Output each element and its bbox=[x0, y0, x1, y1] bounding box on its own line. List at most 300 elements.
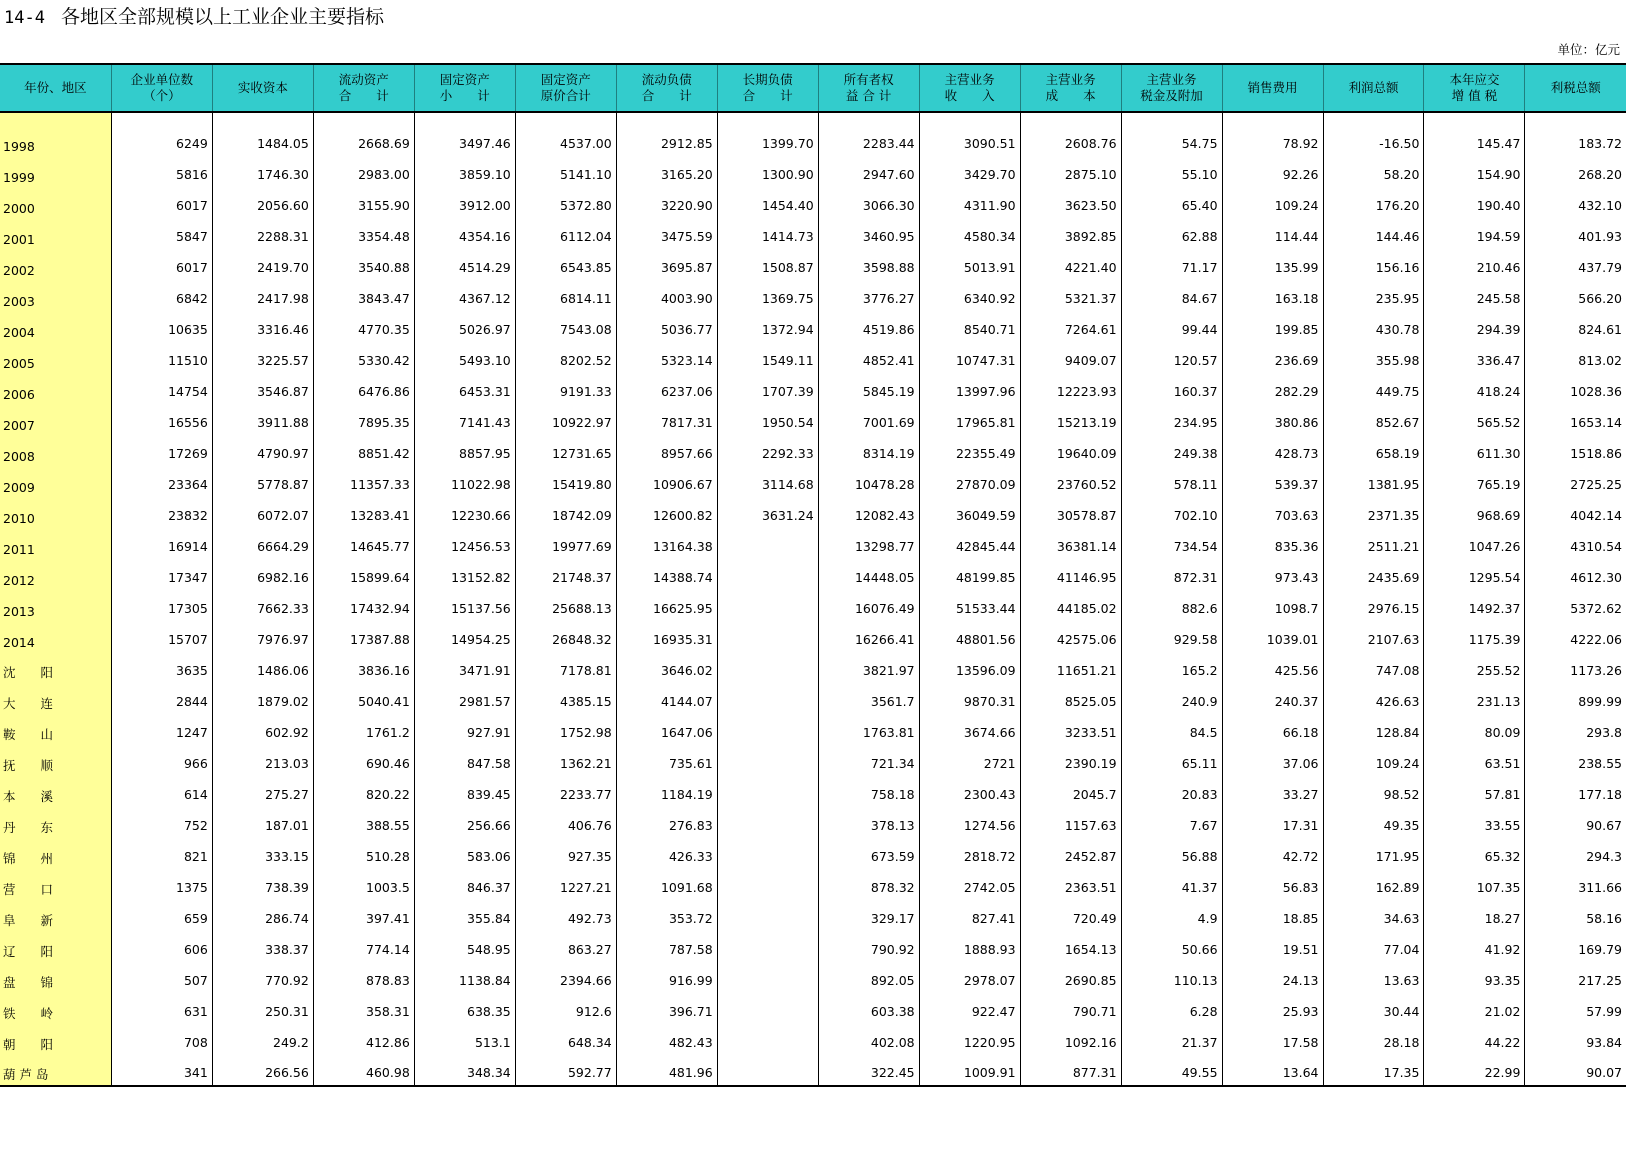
table-cell: 428.73 bbox=[1222, 435, 1323, 466]
table-cell: 62.88 bbox=[1121, 218, 1222, 249]
table-cell: 3220.90 bbox=[616, 187, 717, 218]
table-cell: 1518.86 bbox=[1525, 435, 1626, 466]
table-cell: 2818.72 bbox=[919, 838, 1020, 869]
table-cell: 30578.87 bbox=[1020, 497, 1121, 528]
table-cell: 790.71 bbox=[1020, 993, 1121, 1024]
table-cell: 28.18 bbox=[1323, 1024, 1424, 1055]
table-cell: 8857.95 bbox=[414, 435, 515, 466]
table-cell: 3165.20 bbox=[616, 156, 717, 187]
table-cell: 6476.86 bbox=[313, 373, 414, 404]
column-header-line: 小 计 bbox=[439, 88, 490, 103]
table-cell: 11510 bbox=[111, 342, 212, 373]
table-cell: 13.63 bbox=[1323, 962, 1424, 993]
table-cell: 7895.35 bbox=[313, 404, 414, 435]
table-cell: 2511.21 bbox=[1323, 528, 1424, 559]
table-cell: 1375 bbox=[111, 869, 212, 900]
table-cell: 752 bbox=[111, 807, 212, 838]
table-cell: 3859.10 bbox=[414, 156, 515, 187]
table-cell: 348.34 bbox=[414, 1055, 515, 1086]
table-cell: 6237.06 bbox=[616, 373, 717, 404]
table-cell: 2371.35 bbox=[1323, 497, 1424, 528]
column-header-line: 固定资产 bbox=[540, 72, 591, 87]
row-label: 本 溪 bbox=[0, 776, 111, 807]
column-header bbox=[1525, 64, 1626, 112]
table-cell: 1362.21 bbox=[515, 745, 616, 776]
column-header-line: 企业单位数 bbox=[130, 72, 194, 87]
table-cell: 3460.95 bbox=[818, 218, 919, 249]
table-cell: 16935.31 bbox=[616, 621, 717, 652]
table-cell: 7662.33 bbox=[212, 590, 313, 621]
table-cell: 6072.07 bbox=[212, 497, 313, 528]
row-label: 铁 岭 bbox=[0, 993, 111, 1024]
table-cell: 1707.39 bbox=[717, 373, 818, 404]
table-cell: 65.40 bbox=[1121, 187, 1222, 218]
table-cell: 22.99 bbox=[1424, 1055, 1525, 1086]
table-cell: 4852.41 bbox=[818, 342, 919, 373]
table-cell: 460.98 bbox=[313, 1055, 414, 1086]
table-row bbox=[0, 1055, 1626, 1086]
table-cell: 3066.30 bbox=[818, 187, 919, 218]
column-header bbox=[616, 64, 717, 112]
table-cell: 9191.33 bbox=[515, 373, 616, 404]
table-cell: 16266.41 bbox=[818, 621, 919, 652]
table-cell: 3674.66 bbox=[919, 714, 1020, 745]
table-cell: 4385.15 bbox=[515, 683, 616, 714]
table-cell bbox=[717, 993, 818, 1024]
table-row bbox=[0, 373, 1626, 404]
table-cell: 8525.05 bbox=[1020, 683, 1121, 714]
table-header-row bbox=[0, 64, 1626, 112]
table-cell: 1098.7 bbox=[1222, 590, 1323, 621]
table-cell: 12082.43 bbox=[818, 497, 919, 528]
table-cell: 1274.56 bbox=[919, 807, 1020, 838]
table-cell: 183.72 bbox=[1525, 112, 1626, 156]
table-cell: 23832 bbox=[111, 497, 212, 528]
table-cell: 2912.85 bbox=[616, 112, 717, 156]
table-cell: 765.19 bbox=[1424, 466, 1525, 497]
table-cell: 1508.87 bbox=[717, 249, 818, 280]
table-cell bbox=[717, 838, 818, 869]
table-cell: 217.25 bbox=[1525, 962, 1626, 993]
table-cell: 14954.25 bbox=[414, 621, 515, 652]
table-cell: 6017 bbox=[111, 187, 212, 218]
table-cell: 92.26 bbox=[1222, 156, 1323, 187]
table-cell: 6842 bbox=[111, 280, 212, 311]
table-cell: 2233.77 bbox=[515, 776, 616, 807]
column-header bbox=[1323, 64, 1424, 112]
table-cell: 1761.2 bbox=[313, 714, 414, 745]
table-cell: 23760.52 bbox=[1020, 466, 1121, 497]
table-cell: 1184.19 bbox=[616, 776, 717, 807]
table-row bbox=[0, 466, 1626, 497]
row-label: 2003 bbox=[0, 280, 111, 311]
table-cell: 99.44 bbox=[1121, 311, 1222, 342]
table-cell: 2608.76 bbox=[1020, 112, 1121, 156]
table-cell: 18.85 bbox=[1222, 900, 1323, 931]
table-cell: 770.92 bbox=[212, 962, 313, 993]
table-row bbox=[0, 249, 1626, 280]
table-cell bbox=[717, 621, 818, 652]
table-cell: 341 bbox=[111, 1055, 212, 1086]
table-row bbox=[0, 404, 1626, 435]
row-label: 葫 芦 岛 bbox=[0, 1055, 111, 1086]
column-header bbox=[1222, 64, 1323, 112]
table-cell: 1092.16 bbox=[1020, 1024, 1121, 1055]
row-label: 2009 bbox=[0, 466, 111, 497]
table-cell: 1227.21 bbox=[515, 869, 616, 900]
table-cell: 1247 bbox=[111, 714, 212, 745]
table-cell: 1653.14 bbox=[1525, 404, 1626, 435]
table-cell: 17.35 bbox=[1323, 1055, 1424, 1086]
table-cell: 2394.66 bbox=[515, 962, 616, 993]
table-cell: 22355.49 bbox=[919, 435, 1020, 466]
table-cell: 437.79 bbox=[1525, 249, 1626, 280]
table-cell: 1484.05 bbox=[212, 112, 313, 156]
table-cell: 7264.61 bbox=[1020, 311, 1121, 342]
table-cell: 5847 bbox=[111, 218, 212, 249]
table-cell: 48199.85 bbox=[919, 559, 1020, 590]
table-row bbox=[0, 900, 1626, 931]
table-cell: 1028.36 bbox=[1525, 373, 1626, 404]
table-cell: 98.52 bbox=[1323, 776, 1424, 807]
table-cell: 42.72 bbox=[1222, 838, 1323, 869]
row-label: 2001 bbox=[0, 218, 111, 249]
table-row bbox=[0, 869, 1626, 900]
table-cell: 430.78 bbox=[1323, 311, 1424, 342]
table-row bbox=[0, 435, 1626, 466]
table-cell: 4311.90 bbox=[919, 187, 1020, 218]
table-cell: 882.6 bbox=[1121, 590, 1222, 621]
column-header-line: 税金及附加 bbox=[1140, 88, 1203, 103]
table-cell: 3776.27 bbox=[818, 280, 919, 311]
table-cell: 703.63 bbox=[1222, 497, 1323, 528]
table-cell: 41.37 bbox=[1121, 869, 1222, 900]
table-cell: 14754 bbox=[111, 373, 212, 404]
table-cell: 19640.09 bbox=[1020, 435, 1121, 466]
table-cell: 50.66 bbox=[1121, 931, 1222, 962]
table-cell: 702.10 bbox=[1121, 497, 1222, 528]
table-cell: 3623.50 bbox=[1020, 187, 1121, 218]
table-cell: 2981.57 bbox=[414, 683, 515, 714]
table-cell: 606 bbox=[111, 931, 212, 962]
table-cell: 3695.87 bbox=[616, 249, 717, 280]
column-header-line: 益 合 计 bbox=[845, 88, 892, 103]
table-cell: 1039.01 bbox=[1222, 621, 1323, 652]
table-cell: 6453.31 bbox=[414, 373, 515, 404]
table-cell: 1486.06 bbox=[212, 652, 313, 683]
table-cell: 6982.16 bbox=[212, 559, 313, 590]
table-cell: 4042.14 bbox=[1525, 497, 1626, 528]
table-cell: 3631.24 bbox=[717, 497, 818, 528]
table-cell: 282.29 bbox=[1222, 373, 1323, 404]
table-cell: 1047.26 bbox=[1424, 528, 1525, 559]
table-cell: 268.20 bbox=[1525, 156, 1626, 187]
table-cell: 37.06 bbox=[1222, 745, 1323, 776]
table-cell: 1003.5 bbox=[313, 869, 414, 900]
table-cell: 322.45 bbox=[818, 1055, 919, 1086]
table-cell: 3316.46 bbox=[212, 311, 313, 342]
table-cell: 128.84 bbox=[1323, 714, 1424, 745]
table-cell: 4514.29 bbox=[414, 249, 515, 280]
row-label: 朝 阳 bbox=[0, 1024, 111, 1055]
table-cell bbox=[717, 807, 818, 838]
table-row bbox=[0, 776, 1626, 807]
table-row bbox=[0, 1024, 1626, 1055]
column-header-line: 本年应交 bbox=[1449, 72, 1500, 87]
table-cell: 877.31 bbox=[1020, 1055, 1121, 1086]
table-cell: 846.37 bbox=[414, 869, 515, 900]
table-cell: 648.34 bbox=[515, 1024, 616, 1055]
table-row bbox=[0, 342, 1626, 373]
table-cell: 927.35 bbox=[515, 838, 616, 869]
table-cell: 65.32 bbox=[1424, 838, 1525, 869]
table-cell: 17.31 bbox=[1222, 807, 1323, 838]
table-cell: 432.10 bbox=[1525, 187, 1626, 218]
table-cell: 1138.84 bbox=[414, 962, 515, 993]
table-row bbox=[0, 497, 1626, 528]
table-cell: 353.72 bbox=[616, 900, 717, 931]
table-cell: 3354.48 bbox=[313, 218, 414, 249]
table-cell: 396.71 bbox=[616, 993, 717, 1024]
table-row bbox=[0, 187, 1626, 218]
table-cell: 5323.14 bbox=[616, 342, 717, 373]
table-cell: 2725.25 bbox=[1525, 466, 1626, 497]
table-row bbox=[0, 559, 1626, 590]
table-cell: 14448.05 bbox=[818, 559, 919, 590]
table-cell: 33.27 bbox=[1222, 776, 1323, 807]
table-row bbox=[0, 807, 1626, 838]
table-cell bbox=[717, 652, 818, 683]
table-cell: 4580.34 bbox=[919, 218, 1020, 249]
table-cell: 5372.62 bbox=[1525, 590, 1626, 621]
table-cell: 249.2 bbox=[212, 1024, 313, 1055]
table-cell: 25688.13 bbox=[515, 590, 616, 621]
table-cell: 1454.40 bbox=[717, 187, 818, 218]
table-row bbox=[0, 962, 1626, 993]
table-cell: 2417.98 bbox=[212, 280, 313, 311]
table-cell: 708 bbox=[111, 1024, 212, 1055]
table-row bbox=[0, 112, 1626, 156]
table-cell: 3836.16 bbox=[313, 652, 414, 683]
row-label: 2007 bbox=[0, 404, 111, 435]
table-cell: 15213.19 bbox=[1020, 404, 1121, 435]
table-cell: 2390.19 bbox=[1020, 745, 1121, 776]
table-cell: 236.69 bbox=[1222, 342, 1323, 373]
table-cell: 839.45 bbox=[414, 776, 515, 807]
table-cell: 13298.77 bbox=[818, 528, 919, 559]
table-cell: 1372.94 bbox=[717, 311, 818, 342]
table-cell: 4222.06 bbox=[1525, 621, 1626, 652]
table-cell: 7543.08 bbox=[515, 311, 616, 342]
table-cell: 916.99 bbox=[616, 962, 717, 993]
table-cell: 2875.10 bbox=[1020, 156, 1121, 187]
table-cell: 548.95 bbox=[414, 931, 515, 962]
row-label: 丹 东 bbox=[0, 807, 111, 838]
table-cell: 7001.69 bbox=[818, 404, 919, 435]
table-cell: 163.18 bbox=[1222, 280, 1323, 311]
table-cell: 21.37 bbox=[1121, 1024, 1222, 1055]
table-cell: 17.58 bbox=[1222, 1024, 1323, 1055]
column-header bbox=[919, 64, 1020, 112]
table-cell: 78.92 bbox=[1222, 112, 1323, 156]
table-cell: 10478.28 bbox=[818, 466, 919, 497]
table-cell: 275.27 bbox=[212, 776, 313, 807]
table-cell: 821 bbox=[111, 838, 212, 869]
table-cell: 20.83 bbox=[1121, 776, 1222, 807]
table-cell: 145.47 bbox=[1424, 112, 1525, 156]
column-header-line: 所有者权 bbox=[843, 72, 894, 87]
table-cell: 11022.98 bbox=[414, 466, 515, 497]
table-cell: 12456.53 bbox=[414, 528, 515, 559]
column-header bbox=[0, 64, 111, 112]
table-cell: 93.35 bbox=[1424, 962, 1525, 993]
table-cell: 3821.97 bbox=[818, 652, 919, 683]
table-cell: 2976.15 bbox=[1323, 590, 1424, 621]
table-cell: 5816 bbox=[111, 156, 212, 187]
table-cell: 1173.26 bbox=[1525, 652, 1626, 683]
column-header-line: 增 值 税 bbox=[1451, 88, 1498, 103]
table-cell: 15419.80 bbox=[515, 466, 616, 497]
table-cell: 2045.7 bbox=[1020, 776, 1121, 807]
row-label: 2008 bbox=[0, 435, 111, 466]
table-cell: 922.47 bbox=[919, 993, 1020, 1024]
table-cell: 481.96 bbox=[616, 1055, 717, 1086]
table-cell: 276.83 bbox=[616, 807, 717, 838]
table-cell: 286.74 bbox=[212, 900, 313, 931]
column-header-line: 实收资本 bbox=[237, 80, 288, 95]
table-cell bbox=[717, 1024, 818, 1055]
table-cell: 820.22 bbox=[313, 776, 414, 807]
table-cell: 2721 bbox=[919, 745, 1020, 776]
table-cell: 266.56 bbox=[212, 1055, 313, 1086]
table-cell: 5036.77 bbox=[616, 311, 717, 342]
row-label: 营 口 bbox=[0, 869, 111, 900]
table-cell: 44185.02 bbox=[1020, 590, 1121, 621]
table-cell: 55.10 bbox=[1121, 156, 1222, 187]
table-cell: 5026.97 bbox=[414, 311, 515, 342]
table-row bbox=[0, 652, 1626, 683]
table-cell: 929.58 bbox=[1121, 621, 1222, 652]
table-cell: 3471.91 bbox=[414, 652, 515, 683]
table-cell: 3546.87 bbox=[212, 373, 313, 404]
table-cell: 2435.69 bbox=[1323, 559, 1424, 590]
table-cell: 10906.67 bbox=[616, 466, 717, 497]
table-cell: 58.20 bbox=[1323, 156, 1424, 187]
table-cell: 13164.38 bbox=[616, 528, 717, 559]
table-cell: 240.37 bbox=[1222, 683, 1323, 714]
table-cell: 813.02 bbox=[1525, 342, 1626, 373]
table-cell: 603.38 bbox=[818, 993, 919, 1024]
table-cell: 4790.97 bbox=[212, 435, 313, 466]
table-row bbox=[0, 621, 1626, 652]
table-row bbox=[0, 931, 1626, 962]
table-cell: 12600.82 bbox=[616, 497, 717, 528]
table-cell: 1888.93 bbox=[919, 931, 1020, 962]
table-cell: 177.18 bbox=[1525, 776, 1626, 807]
table-cell bbox=[717, 776, 818, 807]
row-label: 2013 bbox=[0, 590, 111, 621]
table-cell: 7141.43 bbox=[414, 404, 515, 435]
table-cell: 17965.81 bbox=[919, 404, 1020, 435]
table-cell: 6543.85 bbox=[515, 249, 616, 280]
table-cell: 7.67 bbox=[1121, 807, 1222, 838]
table-cell: 824.61 bbox=[1525, 311, 1626, 342]
column-header-line: 销售费用 bbox=[1247, 80, 1298, 95]
table-cell: 4003.90 bbox=[616, 280, 717, 311]
table-cell: 2983.00 bbox=[313, 156, 414, 187]
table-cell: 255.52 bbox=[1424, 652, 1525, 683]
table-cell: 6340.92 bbox=[919, 280, 1020, 311]
column-header bbox=[1121, 64, 1222, 112]
table-cell: 3843.47 bbox=[313, 280, 414, 311]
table-cell: 15707 bbox=[111, 621, 212, 652]
table-cell: 23364 bbox=[111, 466, 212, 497]
table-cell: 16076.49 bbox=[818, 590, 919, 621]
table-cell: 109.24 bbox=[1323, 745, 1424, 776]
table-cell: 156.16 bbox=[1323, 249, 1424, 280]
table-cell: 2292.33 bbox=[717, 435, 818, 466]
table-cell: 65.11 bbox=[1121, 745, 1222, 776]
table-cell: 4354.16 bbox=[414, 218, 515, 249]
table-cell bbox=[717, 590, 818, 621]
table-cell: 735.61 bbox=[616, 745, 717, 776]
row-label: 2005 bbox=[0, 342, 111, 373]
table-cell: 176.20 bbox=[1323, 187, 1424, 218]
table-cell: 24.13 bbox=[1222, 962, 1323, 993]
table-cell: 1654.13 bbox=[1020, 931, 1121, 962]
table-cell: 1879.02 bbox=[212, 683, 313, 714]
table-cell: 426.33 bbox=[616, 838, 717, 869]
table-cell: 240.9 bbox=[1121, 683, 1222, 714]
table-cell: 34.63 bbox=[1323, 900, 1424, 931]
table-cell: 7817.31 bbox=[616, 404, 717, 435]
table-cell: 4612.30 bbox=[1525, 559, 1626, 590]
table-cell: 790.92 bbox=[818, 931, 919, 962]
table-cell: 426.63 bbox=[1323, 683, 1424, 714]
table-cell: 4537.00 bbox=[515, 112, 616, 156]
table-cell: 3114.68 bbox=[717, 466, 818, 497]
table-cell: 638.35 bbox=[414, 993, 515, 1024]
table-cell: 26848.32 bbox=[515, 621, 616, 652]
table-cell: 878.32 bbox=[818, 869, 919, 900]
table-cell: 425.56 bbox=[1222, 652, 1323, 683]
table-cell: 2363.51 bbox=[1020, 869, 1121, 900]
row-label: 抚 顺 bbox=[0, 745, 111, 776]
table-cell: 120.57 bbox=[1121, 342, 1222, 373]
table-cell: 592.77 bbox=[515, 1055, 616, 1086]
table-cell: 144.46 bbox=[1323, 218, 1424, 249]
table-cell: 863.27 bbox=[515, 931, 616, 962]
table-cell: 611.30 bbox=[1424, 435, 1525, 466]
table-cell: 135.99 bbox=[1222, 249, 1323, 280]
table-cell: 968.69 bbox=[1424, 497, 1525, 528]
table-cell: 16556 bbox=[111, 404, 212, 435]
table-title: 各地区全部规模以上工业企业主要指标 bbox=[60, 6, 384, 28]
table-cell: 30.44 bbox=[1323, 993, 1424, 1024]
table-cell: 336.47 bbox=[1424, 342, 1525, 373]
table-cell: 10635 bbox=[111, 311, 212, 342]
table-cell: 2419.70 bbox=[212, 249, 313, 280]
table-cell: 1300.90 bbox=[717, 156, 818, 187]
table-cell: 2056.60 bbox=[212, 187, 313, 218]
table-cell: 249.38 bbox=[1121, 435, 1222, 466]
column-header bbox=[414, 64, 515, 112]
table-cell: 1369.75 bbox=[717, 280, 818, 311]
table-cell: 12731.65 bbox=[515, 435, 616, 466]
table-cell: 234.95 bbox=[1121, 404, 1222, 435]
table-cell: 2947.60 bbox=[818, 156, 919, 187]
table-cell: 2742.05 bbox=[919, 869, 1020, 900]
